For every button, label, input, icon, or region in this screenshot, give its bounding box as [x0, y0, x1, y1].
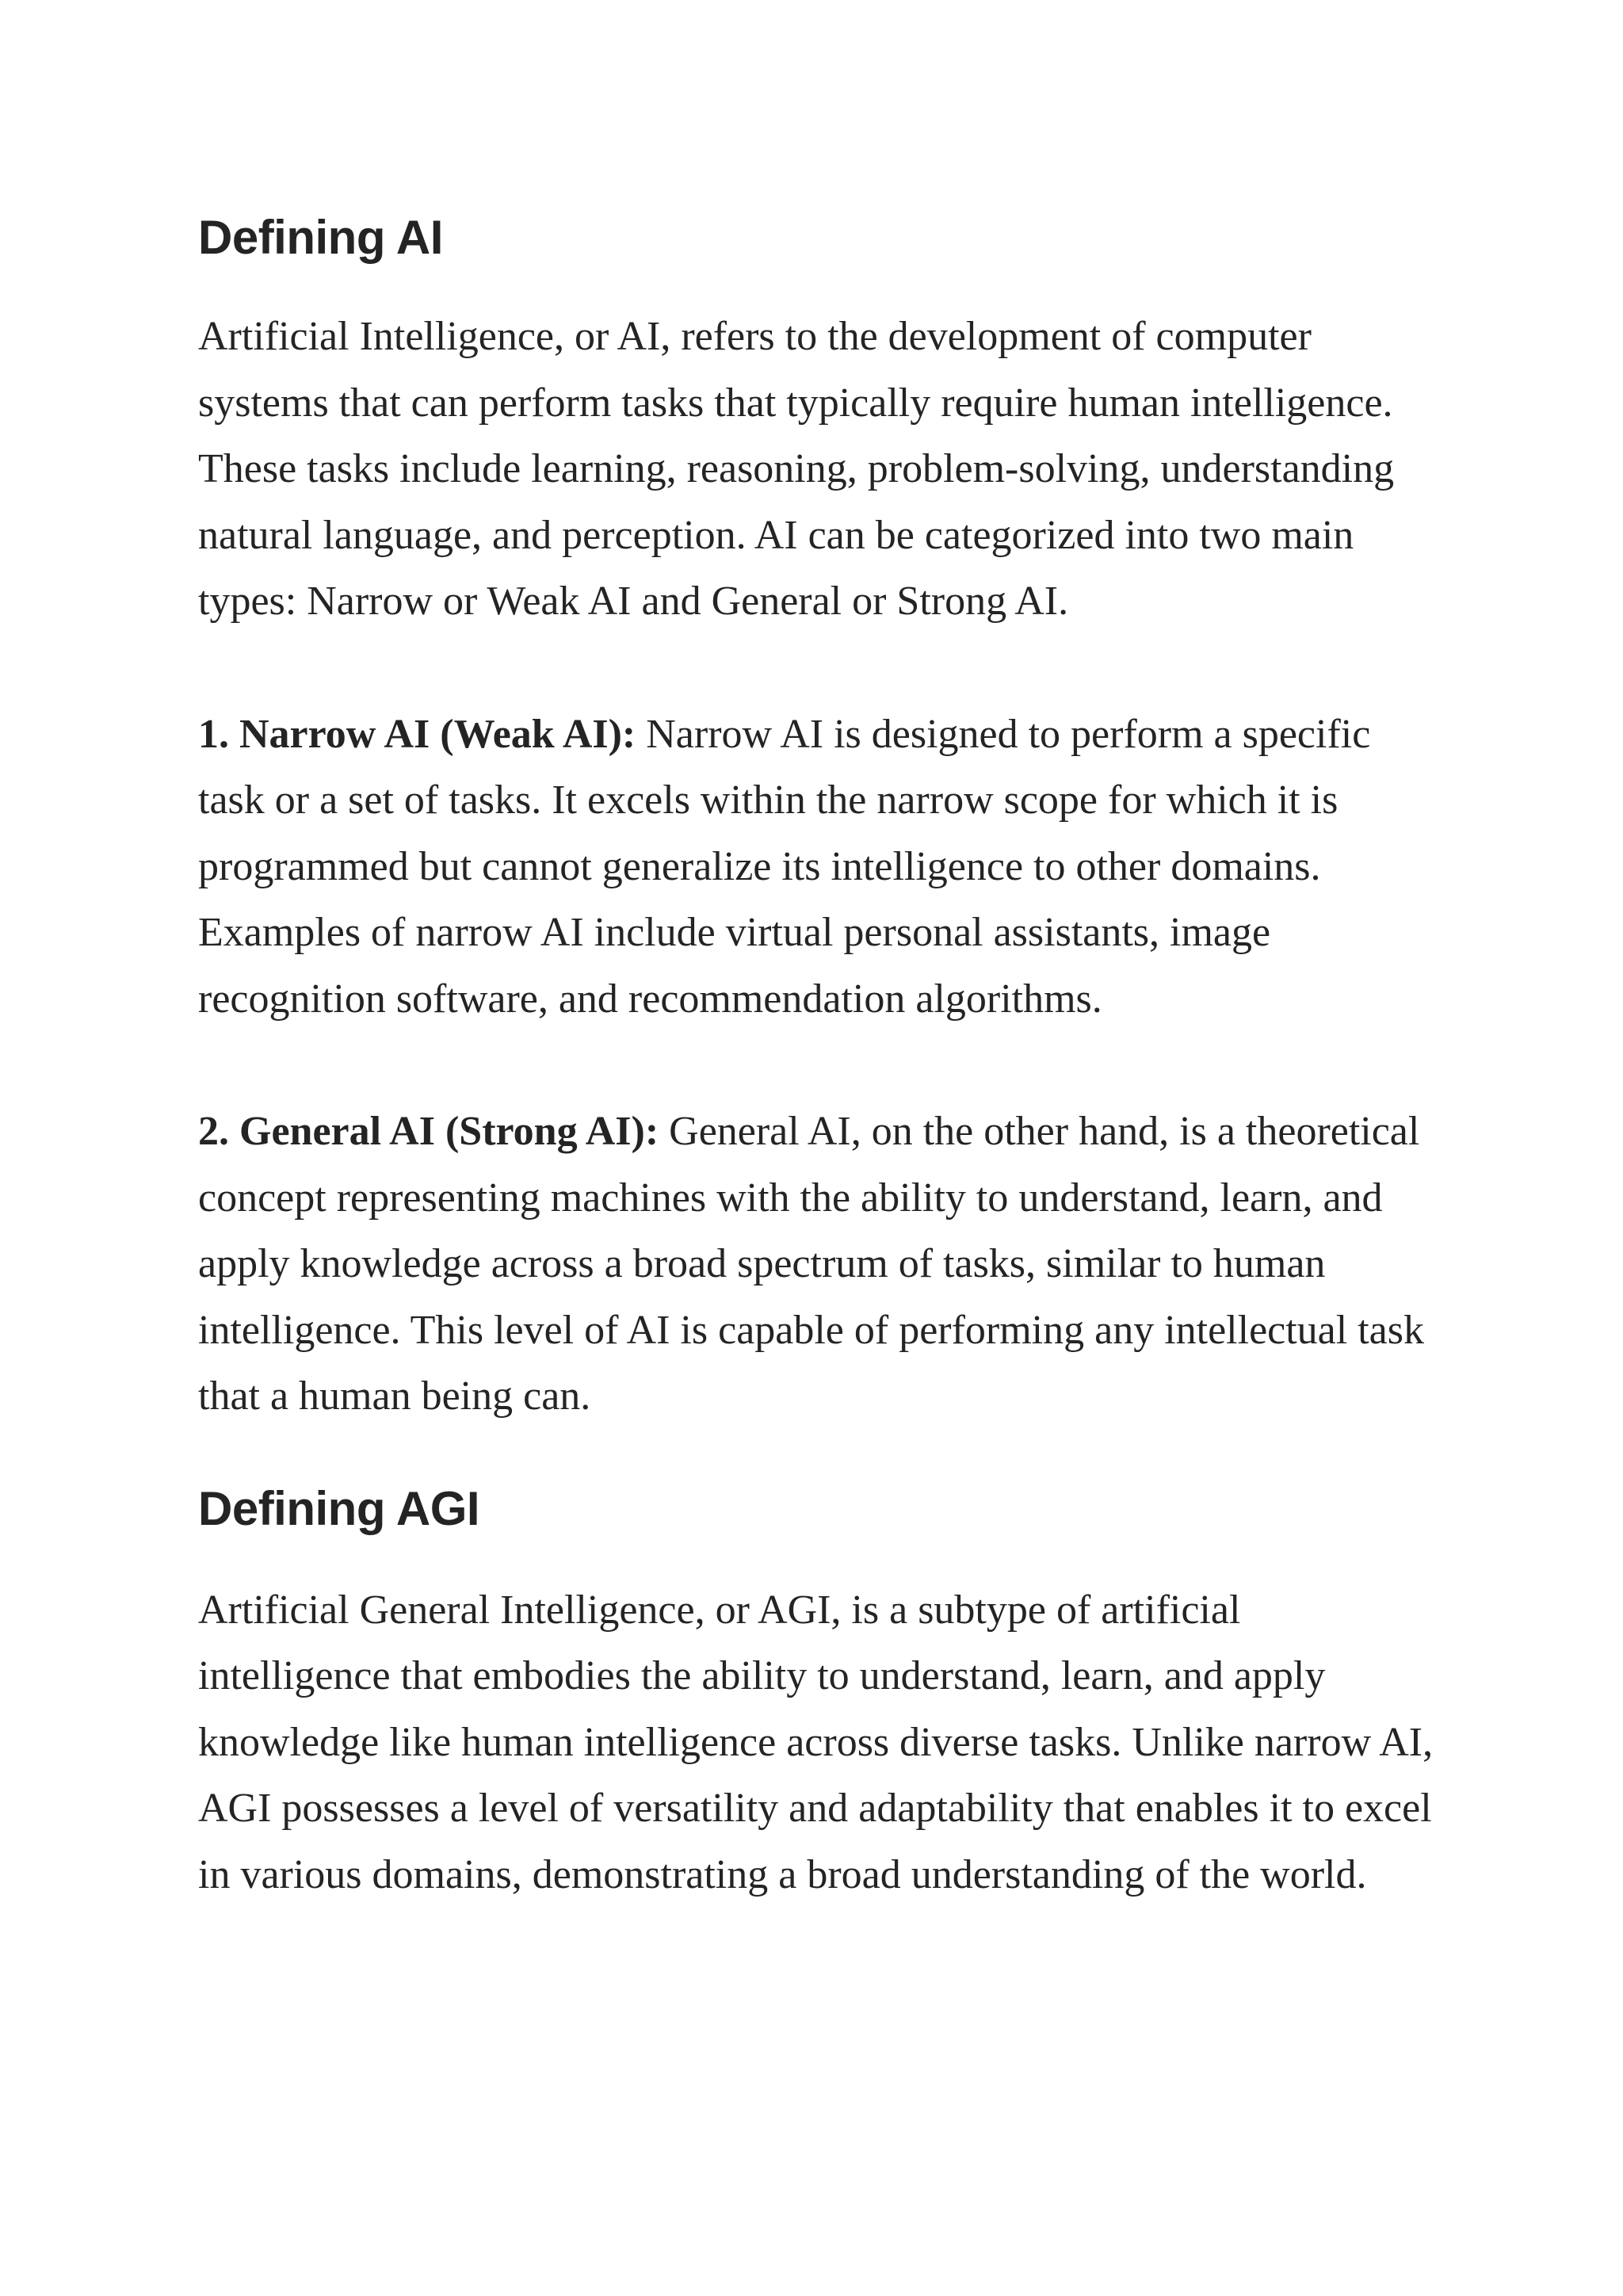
paragraph-text: Artificial General Intelligence, or AGI, is a subtype of artificial intelligence that embodies the ability to understand, learn, and apply knowledge like human intelligence across diverse tasks. Unlike narrow AI, AGI possesses a level of versatility and adaptability that enables it to excel in various domains, demonstrating a broad understanding of the world. — [198, 1587, 1434, 1897]
paragraph-text: Narrow AI is designed to perform a specific task or a set of tasks. It excels within the narrow scope for which it is programmed but cannot generalize its intelligence to other domains. Examples of narrow AI include virtual personal assistants, image recognition software, and recommendation algorithms. — [198, 711, 1371, 1022]
paragraph-lead-general-ai: 2. General AI (Strong AI): — [198, 1109, 659, 1154]
paragraph-text: General AI, on the other hand, is a theoretical concept representing machines with the ability to understand, learn, and apply knowledge across a broad spectrum of tasks, similar to human intelligence. This level of AI is capable of performing any intellectual task that a human being can. — [198, 1109, 1424, 1419]
section-heading-defining-agi: Defining AGI — [198, 1481, 480, 1535]
paragraph-agi-definition — [198, 1577, 1434, 1908]
paragraph-narrow-ai — [198, 701, 1434, 1033]
section-heading-defining-ai: Defining AI — [198, 211, 443, 264]
paragraph-ai-definition — [198, 304, 1434, 635]
paragraph-text: Artificial Intelligence, or AI, refers to the development of computer systems that can perform tasks that typically require human intelligence. These tasks include learning, reasoning, problem-solving, understanding natural language, and perception. AI can be categorized into two main types: Narrow or Weak AI and General or Strong AI. — [198, 314, 1395, 624]
paragraph-general-ai — [198, 1098, 1434, 1430]
document-page — [198, 190, 1434, 1908]
paragraph-lead-narrow-ai: 1. Narrow AI (Weak AI): — [198, 711, 636, 757]
